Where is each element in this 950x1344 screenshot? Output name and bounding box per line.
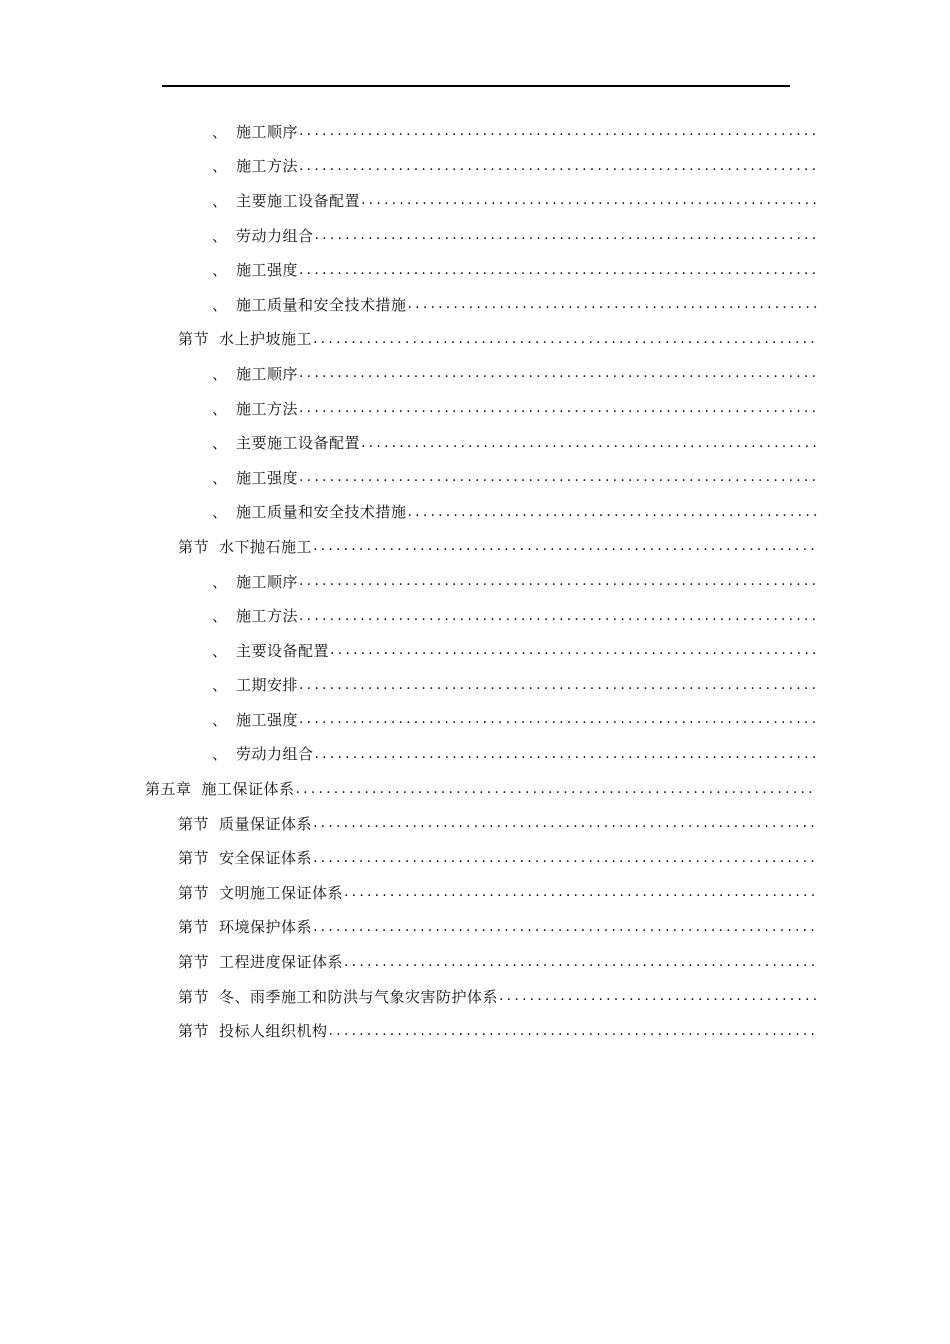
toc-entry-number: 第节 — [178, 918, 210, 937]
toc-entry-title: 投标人组织机构 — [219, 1022, 328, 1041]
toc-entry[interactable] — [0, 633, 817, 668]
toc-entry[interactable] — [0, 944, 817, 979]
toc-dot-leader — [299, 262, 817, 278]
toc-dot-leader — [499, 988, 817, 1004]
toc-entry[interactable] — [0, 737, 817, 772]
toc-entry-number: 、 — [212, 745, 228, 764]
toc-entry-number: 、 — [212, 364, 228, 383]
toc-entry[interactable] — [0, 322, 817, 357]
toc-entry[interactable] — [0, 356, 817, 391]
toc-entry-number: 第节 — [178, 814, 210, 833]
toc-entry[interactable] — [0, 114, 817, 149]
toc-dot-leader — [315, 746, 817, 762]
toc-dot-leader — [361, 192, 817, 208]
toc-dot-leader — [313, 331, 817, 347]
toc-dot-leader — [299, 123, 817, 139]
toc-entry-number: 、 — [212, 261, 228, 280]
toc-entry-number: 、 — [212, 191, 228, 210]
toc-dot-leader — [344, 884, 817, 900]
toc-dot-leader — [313, 815, 817, 831]
toc-entry-title: 施工强度 — [236, 468, 299, 487]
toc-dot-leader — [299, 365, 817, 381]
toc-dot-leader — [313, 538, 817, 554]
toc-entry[interactable] — [0, 598, 817, 633]
toc-entry[interactable] — [0, 495, 817, 530]
toc-entry-title: 施工顺序 — [236, 572, 299, 591]
toc-entry-number: 第节 — [178, 953, 210, 972]
toc-dot-leader — [299, 158, 817, 174]
toc-entry[interactable] — [0, 252, 817, 287]
toc-entry-number: 第节 — [178, 987, 210, 1006]
toc-entry-number: 、 — [212, 468, 228, 487]
toc-dot-leader — [299, 711, 817, 727]
toc-dot-leader — [299, 469, 817, 485]
toc-entry-number: 、 — [212, 641, 228, 660]
toc-entry-title: 劳动力组合 — [236, 745, 314, 764]
toc-entry[interactable] — [0, 668, 817, 703]
toc-entry-number: 第节 — [178, 537, 210, 556]
toc-entry[interactable] — [0, 218, 817, 253]
toc-entry-title: 水下抛石施工 — [219, 537, 313, 556]
toc-entry-title: 工程进度保证体系 — [219, 953, 344, 972]
toc-dot-leader — [330, 642, 817, 658]
toc-entry[interactable] — [0, 149, 817, 184]
toc-entry-number: 第节 — [178, 883, 210, 902]
toc-entry-number: 第五章 — [145, 780, 192, 799]
toc-dot-leader — [361, 435, 817, 451]
toc-entry-title: 施工强度 — [236, 710, 299, 729]
toc-entry-title: 主要施工设备配置 — [236, 434, 361, 453]
toc-dot-leader — [296, 781, 817, 797]
toc-entry-number: 、 — [212, 503, 228, 522]
toc-entry-number: 、 — [212, 572, 228, 591]
toc-dot-leader — [344, 954, 817, 970]
toc-entry-title: 主要设备配置 — [236, 641, 330, 660]
toc-entry[interactable] — [0, 287, 817, 322]
toc-entry-title: 冬、雨季施工和防洪与气象灾害防护体系 — [219, 987, 499, 1006]
toc-entry-title: 文明施工保证体系 — [219, 883, 344, 902]
toc-entry-title: 环境保护体系 — [219, 918, 313, 937]
toc-entry-title: 水上护坡施工 — [219, 330, 313, 349]
table-of-contents — [0, 114, 950, 1048]
toc-entry-title: 施工质量和安全技术措施 — [236, 295, 407, 314]
toc-entry-title: 安全保证体系 — [219, 849, 313, 868]
toc-entry[interactable] — [0, 460, 817, 495]
toc-entry[interactable] — [0, 979, 817, 1014]
toc-entry[interactable] — [0, 875, 817, 910]
toc-dot-leader — [299, 608, 817, 624]
toc-entry[interactable] — [0, 806, 817, 841]
toc-entry[interactable] — [0, 840, 817, 875]
toc-entry[interactable] — [0, 910, 817, 945]
toc-entry[interactable] — [0, 1013, 817, 1048]
toc-dot-leader — [299, 573, 817, 589]
toc-entry-title: 施工质量和安全技术措施 — [236, 503, 407, 522]
toc-entry-number: 第节 — [178, 849, 210, 868]
toc-entry-number: 、 — [212, 676, 228, 695]
toc-entry-number: 、 — [212, 295, 228, 314]
toc-entry-number: 、 — [212, 607, 228, 626]
toc-entry-title: 施工顺序 — [236, 364, 299, 383]
toc-dot-leader — [299, 400, 817, 416]
header-rule — [162, 85, 790, 87]
toc-dot-leader — [315, 227, 817, 243]
toc-entry[interactable] — [0, 529, 817, 564]
toc-entry-number: 、 — [212, 434, 228, 453]
toc-entry-number: 、 — [212, 226, 228, 245]
toc-entry-number: 第节 — [178, 330, 210, 349]
toc-dot-leader — [408, 504, 817, 520]
toc-entry-title: 质量保证体系 — [219, 814, 313, 833]
toc-entry-title: 工期安排 — [236, 676, 299, 695]
toc-entry-title: 施工强度 — [236, 261, 299, 280]
toc-entry-title: 施工顺序 — [236, 122, 299, 141]
toc-entry-number: 、 — [212, 122, 228, 141]
toc-entry[interactable] — [0, 425, 817, 460]
toc-entry-number: 、 — [212, 710, 228, 729]
toc-dot-leader — [313, 919, 817, 935]
toc-entry-number: 第节 — [178, 1022, 210, 1041]
toc-entry[interactable] — [0, 183, 817, 218]
toc-entry[interactable] — [0, 702, 817, 737]
toc-entry-title: 主要施工设备配置 — [236, 191, 361, 210]
toc-entry[interactable] — [0, 564, 817, 599]
toc-entry-number: 、 — [212, 157, 228, 176]
toc-dot-leader — [408, 296, 817, 312]
toc-entry-title: 施工方法 — [236, 399, 299, 418]
toc-entry-title: 施工方法 — [236, 607, 299, 626]
toc-dot-leader — [299, 677, 817, 693]
toc-entry[interactable] — [0, 391, 817, 426]
toc-entry-title: 施工方法 — [236, 157, 299, 176]
toc-entry-title: 施工保证体系 — [201, 780, 295, 799]
toc-dot-leader — [313, 850, 817, 866]
toc-entry-number: 、 — [212, 399, 228, 418]
toc-entry-title: 劳动力组合 — [236, 226, 314, 245]
toc-dot-leader — [329, 1023, 817, 1039]
toc-entry[interactable] — [0, 771, 817, 806]
